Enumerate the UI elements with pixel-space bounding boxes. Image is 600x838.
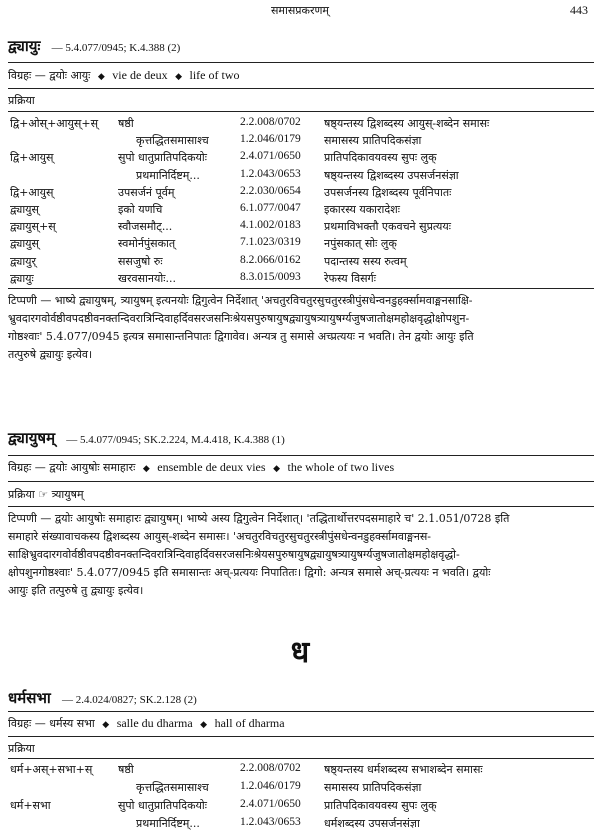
step-description: समासस्य प्रातिपदिकसंज्ञा: [324, 134, 422, 148]
derivation-step: [0, 762, 600, 779]
sutra-number: 6.1.077/0047: [240, 202, 301, 214]
vigraha-line: [8, 716, 285, 731]
sutra-number: 2.4.071/0650: [240, 150, 301, 163]
sutra-name: स्वमोर्नपुंसकात्: [118, 237, 176, 251]
divider: [8, 111, 594, 112]
prakriya-line: [8, 487, 84, 502]
step-description: षष्ठ्यन्तस्य द्विशब्दस्य उपसर्जनसंज्ञा: [324, 168, 459, 182]
sutra-name: षष्ठी: [118, 117, 134, 130]
note-paragraph: [8, 292, 592, 364]
sutra-number: 4.1.002/0183: [240, 219, 301, 232]
diamond-icon: ◆: [175, 72, 183, 82]
derivation-form: द्व्यायुस्: [10, 203, 39, 216]
vigraha-sanskrit: द्वयोः आयुषोः समाहारः: [49, 461, 136, 474]
sutra-name: इको यणचि: [118, 203, 163, 216]
sutra-name: प्रथमानिर्दिष्टम्...: [136, 817, 200, 830]
step-description: प्रातिपदिकावयवस्य सुपः लुक्: [324, 151, 437, 165]
note-paragraph: [8, 510, 592, 600]
note-line: समाहारे संख्यावाचकस्य द्विशब्दस्य आयुस्-शब्देन समासः। 'अचतुरविचतुरसुचतुरस्त्रीपुंसधेन्वनडुहर्क्सामवाङ्मनस-: [8, 530, 432, 543]
gloss-french: salle du dharma: [116, 716, 193, 730]
sutra-number: 1.2.043/0653: [240, 167, 301, 180]
prakriya-label: प्रक्रिया: [8, 94, 35, 107]
note-line: साक्षिभ्रुवदारगवोर्वष्ठीवपदष्ठीवनक्तन्दिवरात्रिन्दिवाहर्दिवसरजसनिःश्रेयसपुरुषायुषद्व्यायुषत्र्यायुषर्ग्यजुषजातोक्षमहोक्षवृद्धो-: [8, 548, 460, 561]
entry-headword: [8, 688, 197, 708]
sutra-number: 2.2.008/0702: [240, 762, 301, 774]
step-description: धर्मशब्दस्य उपसर्जनसंज्ञा: [324, 817, 420, 830]
divider: [8, 455, 594, 456]
derivation-form: द्वि+आयुस्: [10, 185, 54, 199]
prakriya-label: प्रक्रिया: [8, 742, 35, 755]
gloss-french: vie de deux: [112, 68, 168, 82]
derivation-step: [0, 271, 600, 288]
divider: [8, 736, 594, 737]
vigraha-label: विग्रहः —: [8, 69, 46, 82]
sutra-name: स्वौजसमौट्...: [118, 220, 173, 234]
step-description: समासस्य प्रातिपदिकसंज्ञा: [324, 781, 422, 794]
sutra-name: खरवसानयोः...: [118, 271, 176, 285]
derivation-form: द्वि+आयुस्: [10, 151, 54, 165]
gloss-french: ensemble de deux vies: [157, 460, 266, 474]
derivation-step: [0, 150, 600, 167]
entry-headword: [8, 428, 285, 448]
note-line: भ्रुवदारगवोर्वष्ठीवपदष्ठीवनक्तन्दिवरात्रिन्दिवाहर्दिवसरजसनिःश्रेयसपुरुषायुषद्व्यायुषत्र्यायुषर्ग्यजुषजातोक्षमहोक्षवृद्धोक्षोपशुन-: [8, 312, 470, 325]
sutra-number: 7.1.023/0319: [240, 236, 301, 249]
divider: [8, 88, 594, 89]
section-letter: ध: [290, 635, 310, 670]
step-description: रेफस्य विसर्गः: [324, 271, 376, 285]
note-line: क्षोपशुनगोष्ठश्वाः' 5.4.077/0945 इति समासान्तः अच्-प्रत्ययः निपातितः। द्विगो: अन्यत्र समासे अच्-प्रत्ययः न भवति। द्वयोः: [8, 566, 491, 579]
divider: [8, 481, 594, 482]
sutra-name: सुपो धातुप्रातिपदिकयोः: [118, 799, 207, 812]
sutra-number: 8.2.066/0162: [240, 253, 301, 266]
derivation-form: धर्म+अस्+सभा+स्: [10, 763, 93, 776]
step-description: प्रथमाविभक्तौ एकवचने सुप्रत्ययः: [324, 220, 452, 234]
gloss-english: hall of dharma: [214, 716, 285, 730]
headword-reference: — 2.4.024/0827; SK.2.128 (2): [62, 694, 197, 706]
derivation-form: द्व्यायुस्+स्: [10, 220, 56, 234]
sutra-number: 1.2.046/0179: [240, 133, 301, 146]
sutra-number: 1.2.043/0653: [240, 816, 301, 828]
step-description: षष्ठ्यन्तस्य धर्मशब्दस्य सभाशब्देन समासः: [324, 763, 483, 776]
step-description: इकारस्य यकारादेशः: [324, 203, 400, 216]
divider: [8, 758, 594, 759]
note-line: गोष्ठश्वाः' 5.4.077/0945 इत्यत्र समासान्तनिपातः द्विगावेव। अन्यत्र तु समासे अच्प्रत्ययः न भवति। तेन द्वयोः आयुः इति: [8, 330, 474, 343]
headword-text: द्व्यायुषम्: [8, 429, 56, 447]
derivation-form: द्व्यायुस्: [10, 237, 39, 251]
vigraha-line: [8, 460, 394, 475]
derivation-step: [0, 168, 600, 185]
step-description: उपसर्जनस्य द्विशब्दस्य पूर्वनिपातः: [324, 185, 452, 199]
gloss-english: life of two: [189, 68, 240, 82]
note-line: तत्पुरुषे द्व्यायुः इत्येव।: [8, 348, 93, 361]
diamond-icon: ◆: [142, 464, 150, 474]
vigraha-label: विग्रहः —: [8, 461, 46, 474]
derivation-step: [0, 798, 600, 815]
derivation-step: [0, 254, 600, 271]
derivation-form: द्व्यायुर्: [10, 254, 37, 268]
derivation-step: [0, 219, 600, 236]
step-description: षष्ठ्यन्तस्य द्विशब्दस्य आयुस्-शब्देन समासः: [324, 117, 490, 130]
diamond-icon: ◆: [273, 464, 280, 474]
diamond-icon: ◆: [97, 72, 105, 82]
sutra-name: ससजुषो रुः: [118, 254, 163, 268]
sutra-number: 2.4.071/0650: [240, 798, 301, 810]
step-description: पदान्तस्य सस्य रुत्वम्: [324, 254, 407, 268]
note-line: टिप्पणी — द्वयोः आयुषोः समाहारः द्व्यायुषम्। भाष्ये अस्य द्विगुत्वेन निर्देशात्। 'तद्धितार्थोत्तरपदसमाहारे च' 2.1.051/0728 इति: [8, 512, 510, 525]
derivation-step: [0, 816, 600, 833]
sutra-name: कृत्तद्धितसमासाश्च: [136, 781, 209, 794]
derivation-step: [0, 116, 600, 133]
headword-text: धर्मसभा: [8, 689, 51, 707]
derivation-step: [0, 236, 600, 253]
vigraha-sanskrit: द्वयोः आयुः: [49, 69, 91, 82]
headword-reference: — 5.4.077/0945; SK.2.224, M.4.418, K.4.388 (1): [66, 434, 285, 446]
diamond-icon: ◆: [200, 720, 208, 730]
step-description: नपुंसकात् सोः लुक्: [324, 237, 397, 251]
sutra-name: सुपो धातुप्रातिपदिकयोः: [118, 151, 207, 165]
derivation-form: धर्म+सभा: [10, 799, 51, 812]
gloss-english: the whole of two lives: [287, 460, 395, 474]
divider: [8, 288, 594, 289]
headword-reference: — 5.4.077/0945; K.4.388 (2): [51, 42, 181, 54]
vigraha-sanskrit: धर्मस्य सभा: [49, 717, 95, 730]
derivation-form: द्व्यायुः: [10, 271, 34, 285]
vigraha-line: [8, 68, 240, 83]
step-description: प्रातिपदिकावयवस्य सुपः लुक्: [324, 799, 437, 812]
prakriya-label: प्रक्रिया: [8, 488, 35, 501]
divider: [8, 506, 594, 507]
derivation-step: [0, 202, 600, 219]
divider: [8, 62, 594, 63]
running-head-title: समासप्रकरणम्: [270, 4, 330, 17]
derivation-step: [0, 133, 600, 150]
derivation-step: [0, 780, 600, 797]
sutra-name: षष्ठी: [118, 763, 134, 776]
diamond-icon: ◆: [102, 720, 110, 730]
derivation-form: द्वि+ओस्+आयुस्+स्: [10, 117, 99, 130]
vigraha-label: विग्रहः —: [8, 717, 46, 730]
running-head: [0, 3, 600, 19]
page-number: 443: [570, 3, 588, 17]
note-line: टिप्पणी — भाष्ये द्व्यायुषम्, त्र्यायुषम् इत्यनयोः द्विगुत्वेन निर्देशात् 'अचतुरविचतुरसुचतुरस्त्रीपुंसधेन्वनडुहर्क्सामवाङ्मनसाक्षि-: [8, 294, 473, 307]
sutra-number: 2.2.008/0702: [240, 116, 301, 128]
sutra-number: 2.2.030/0654: [240, 184, 301, 197]
sutra-name: प्रथमानिर्दिष्टम्...: [136, 168, 200, 182]
sutra-name: कृत्तद्धितसमासाश्च: [136, 134, 209, 148]
entry-headword: [8, 36, 180, 56]
headword-text: द्व्यायुः: [8, 37, 41, 55]
note-line: आयुः इति तत्पुरुषे तु द्व्यायुः इत्येव।: [8, 584, 144, 597]
sutra-name: उपसर्जनं पूर्वम्: [118, 185, 175, 199]
derivation-step: [0, 185, 600, 202]
sutra-number: 1.2.046/0179: [240, 780, 301, 792]
divider: [8, 711, 594, 712]
sutra-number: 8.3.015/0093: [240, 270, 301, 283]
prakriya-cross-reference: ☞ त्र्यायुषम्: [38, 488, 84, 501]
